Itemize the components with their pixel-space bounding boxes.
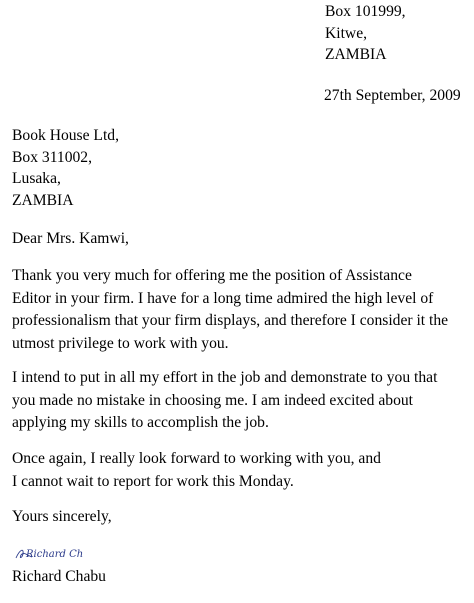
- recipient-address-line: Book House Ltd,: [12, 127, 119, 144]
- salutation: Dear Mrs. Kamwi,: [12, 230, 129, 247]
- sender-address-line: Kitwe,: [325, 24, 368, 42]
- handwritten-signature: [14, 545, 84, 563]
- recipient-address: [12, 125, 119, 211]
- recipient-address-line: Box 311002,: [12, 148, 92, 166]
- sender-address-line: ZAMBIA: [325, 46, 387, 63]
- body-paragraph-2: [12, 367, 437, 435]
- signature-text: Richard Ch: [26, 549, 84, 560]
- body-line: applying my skills to accomplish the job.: [12, 414, 269, 432]
- letter-date: 27th September, 2009: [324, 87, 461, 104]
- sender-address: [325, 1, 406, 66]
- recipient-address-line: ZAMBIA: [12, 191, 74, 209]
- sender-address-line: Box 101999,: [325, 3, 406, 20]
- recipient-address-line: Lusaka,: [12, 170, 61, 187]
- body-paragraph-1: [12, 265, 448, 355]
- body-line: Once again, I really look forward to working with you, and: [12, 450, 381, 467]
- body-paragraph-3: [12, 448, 381, 493]
- signer-name: Richard Chabu: [12, 568, 106, 585]
- body-line: I cannot wait to report for work this Monday.: [12, 472, 294, 490]
- closing: Yours sincerely,: [12, 508, 112, 525]
- body-line: professionalism that your firm displays, and therefore I consider it the: [12, 312, 449, 330]
- body-line: Thank you very much for offering me the position of Assistance: [12, 267, 412, 284]
- body-line: I intend to put in all my effort in the job and demonstrate to you that: [12, 369, 438, 386]
- body-line: you made no mistake in choosing me. I am indeed excited about: [12, 391, 413, 409]
- body-line: Editor in your firm. I have for a long time admired the high level of: [12, 289, 434, 307]
- body-line: utmost privilege to work with you.: [12, 334, 229, 352]
